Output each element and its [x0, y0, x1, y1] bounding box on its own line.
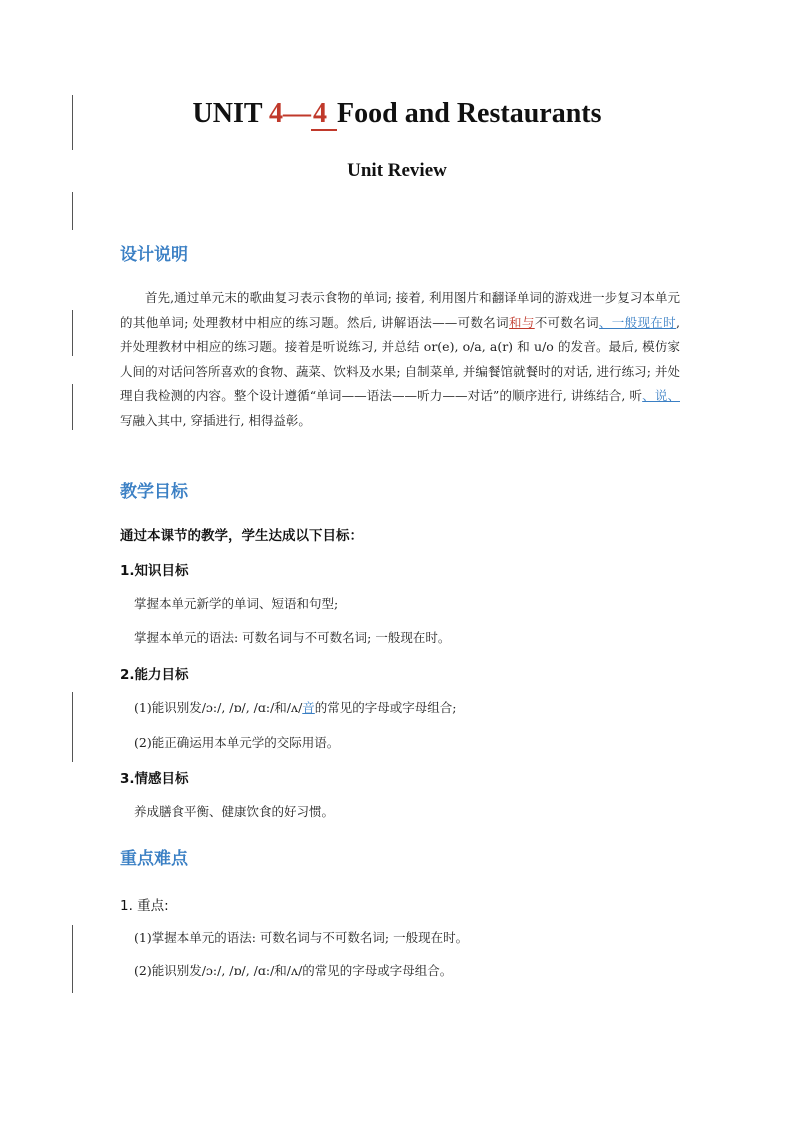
title-dash: —: [283, 98, 312, 129]
design-text-3: , 并处理教材中相应的练习题。接着是听说练习, 并总结 or(e), o/a, a(r) 和 u/o 的发音。最后, 模仿家人间的对话问答所喜欢的食物、蔬菜、饮料及水果; 自制菜单, 并编餐馆就餐时的对话, 进行练习; 并处理自我检测的内容。整个设计遵循“单词——语法——听力——对话”的顺序进行, 讲练结合, 听: [120, 314, 680, 403]
design-text-4: 写融入其中, 穿插进行, 相得益彰。: [120, 412, 311, 428]
page-title: [0, 98, 794, 130]
design-paragraph: [120, 286, 680, 433]
ability-item-blue: 音: [302, 700, 315, 715]
ability-item-text-end: 的常见的字母或字母组合;: [314, 700, 457, 715]
design-text-blue-3: 、: [667, 388, 680, 403]
emotion-item: 养成膳食平衡、健康饮食的好习惯。: [134, 804, 335, 819]
ability-heading: 2.能力目标: [120, 667, 189, 683]
title-prefix: UNIT: [192, 98, 270, 129]
title-unit-number: 4: [269, 98, 284, 129]
margin-change-bar: [72, 925, 73, 993]
margin-change-bar: [72, 310, 73, 356]
design-text-2: 不可数名词: [534, 314, 599, 330]
knowledge-item: 掌握本单元的语法: 可数名词与不可数名词; 一般现在时。: [134, 630, 451, 645]
margin-change-bar: [72, 384, 73, 430]
margin-change-bar: [72, 692, 73, 762]
title-suffix: Food and Restaurants: [337, 98, 602, 129]
design-text-red: 和与: [508, 314, 535, 330]
design-text-blue: 、一般现在时: [598, 314, 676, 330]
knowledge-item: 掌握本单元新学的单词、短语和句型;: [134, 596, 339, 611]
ability-item: [134, 698, 457, 716]
key-item: (1)掌握本单元的语法: 可数名词与不可数名词; 一般现在时。: [134, 930, 469, 945]
knowledge-heading: 1.知识目标: [120, 563, 189, 579]
key-heading: 重点难点: [120, 849, 188, 869]
design-text-1: 首先,通过单元末的歌曲复习表示食物的单词; 接着, 利用图片和翻译单词的游戏进一步复习本单元的其他单词; 处理教材中相应的练习题。然后, 讲解语法——可数名词: [120, 290, 680, 330]
page-subtitle: Unit Review: [347, 160, 447, 181]
goals-intro: 通过本课节的教学，学生达成以下目标：: [120, 528, 363, 544]
ability-item-text: (1)能识别发/ɔ:/, /ɒ/, /ɑ:/和/ʌ/: [134, 700, 303, 715]
key-subheading: 1. 重点:: [120, 898, 169, 914]
design-text-blue-2: 、说: [642, 388, 668, 403]
title-unit-number-2: 4: [311, 98, 337, 131]
margin-change-bar: [72, 192, 73, 230]
ability-item: (2)能正确运用本单元学的交际用语。: [134, 735, 340, 750]
goals-heading: 教学目标: [120, 482, 188, 502]
design-heading: 设计说明: [120, 245, 188, 265]
emotion-heading: 3.情感目标: [120, 771, 189, 787]
key-item: (2)能识别发/ɔ:/, /ɒ/, /ɑ:/和/ʌ/的常见的字母或字母组合。: [134, 963, 453, 978]
